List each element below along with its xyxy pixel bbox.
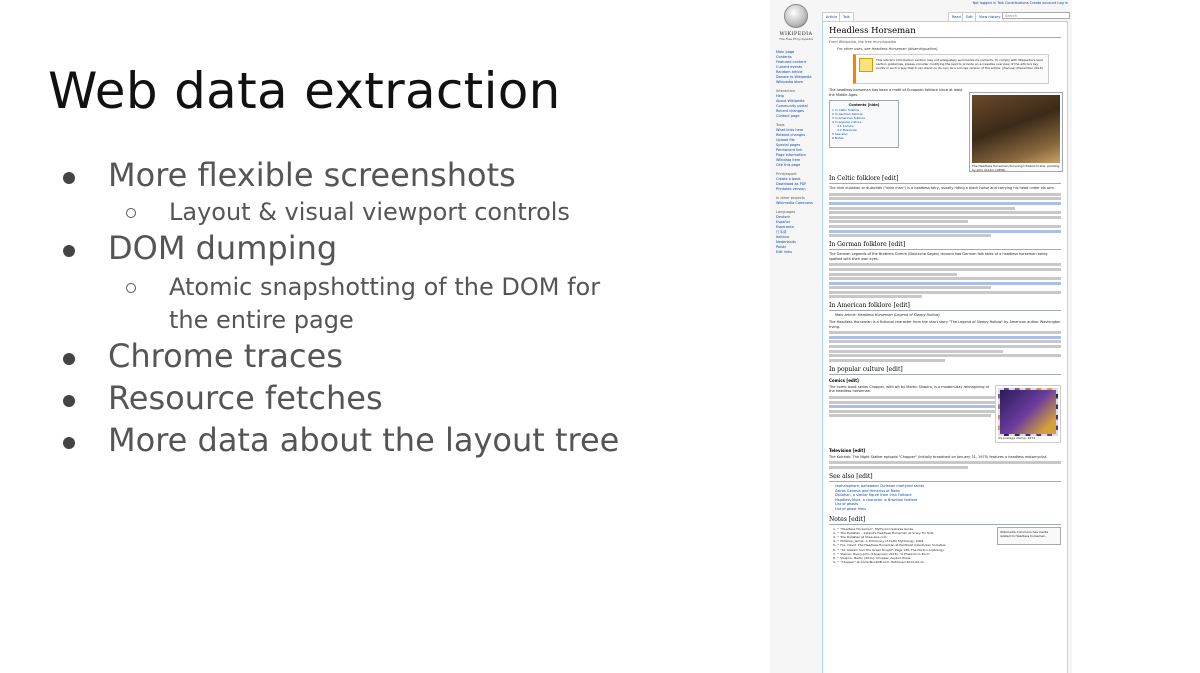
sub-bullet-item-continued: the entire page [169,306,354,334]
toc-item[interactable]: 4.2 Television [837,128,858,133]
sub-bullet-circle [126,208,136,218]
sidebar-link[interactable]: Cite this page [776,163,801,167]
section-heading: In American folklore [edit] [829,302,1061,311]
subsection-heading: Television [edit] [829,447,866,453]
see-also-item[interactable]: Headless Mule, a character in Brazilian folklore [835,497,918,502]
article-content [822,21,1068,673]
sidebar [776,50,820,259]
article-notice-box [853,54,1049,84]
sidebar-link[interactable]: Upload file [776,138,795,142]
note-item: 7. ^ Steiner, Henry-John (16 January 2016). "A Phantom is Born" [833,551,931,556]
personal-links[interactable]: Not logged in Talk Contributions Create account Log in [972,1,1068,5]
toc-item[interactable]: 5 See also [832,132,848,137]
toc-title[interactable]: Contents [hide] [848,103,880,108]
sidebar-link[interactable]: Featured content [776,60,806,64]
see-also-item[interactable]: List of ghost films [835,506,867,511]
sidebar-link[interactable]: Wikipedia store [776,80,804,84]
section-paragraph: The Kolchak: The Night Stalker episode "Chopper" (initially broadcast on January 31, 1975) features a headless motorcyclist. [829,454,1048,459]
infobox [969,92,1063,172]
lead-paragraph: The headless horseman has been a motif of European folklore since at least the Middle Ages. [829,88,963,97]
language-link[interactable]: 日本語 [776,230,787,234]
main-article-note[interactable]: Main article: Headless Horseman (Legend of Sleepy Hollow) [835,313,940,318]
language-link[interactable]: Español [776,220,790,224]
sidebar-link[interactable]: Contents [776,55,792,59]
section-paragraph: The Irish dullahan or dulachán ("dark man") is a headless fairy, usually riding a black horse and carrying his head under his arm. [829,186,1055,191]
note-item: 3. ^ The Dullahan at Shee-eire.com [833,534,887,539]
sidebar-link[interactable]: Wikidata item [776,158,801,162]
sidebar-link[interactable]: Random article [776,70,803,74]
sidebar-link[interactable]: Related changes [776,133,806,137]
note-item: 8. ^ Shapiro, Martin (2011). Chopper. Asylum Press. [833,555,912,560]
bullet-item: Chrome traces [108,337,343,375]
slide-title: Web data extraction [48,62,561,120]
bullet-item: More flexible screenshots [108,156,516,194]
sidebar-link[interactable]: Recent changes [776,109,804,113]
notice-icon [859,58,873,72]
horseman-painting-image[interactable] [972,95,1060,163]
sidebar-heading: Interaction [776,89,795,93]
language-link[interactable]: Italiano [776,235,789,239]
toc-item[interactable]: 3 In American folklore [832,116,865,121]
edit-links[interactable]: Edit links [776,250,792,254]
bullet-dot [63,172,75,184]
article-subtitle: From Wikipedia, the free encyclopedia [829,40,897,44]
bullet-item: More data about the layout tree [108,421,620,459]
sub-bullet-item: Layout & visual viewport controls [169,198,570,226]
sidebar-heading: Languages [776,210,796,214]
sidebar-link[interactable]: Donate to Wikipedia [776,75,812,79]
bullet-dot [63,245,75,257]
tab-article[interactable]: Article [822,12,841,21]
note-item: 9. ^ "Chopper" at ComicBookDB.com. Retrieved 2012-03-11. [833,560,925,565]
see-also-item[interactable]: List of ghosts [835,502,859,507]
tab-view-history[interactable]: View history [975,12,1004,21]
search-input[interactable]: Search [1002,12,1070,19]
bullet-dot [63,437,75,449]
sidebar-link[interactable]: Wikimedia Commons [776,201,813,205]
sidebar-link[interactable]: Special pages [776,143,801,147]
subsection-heading: Comics [edit] [829,377,859,383]
sidebar-heading: Print/export [776,172,797,176]
section-heading: Notes [edit] [829,516,1061,525]
section-heading: In Celtic folklore [edit] [829,175,1061,184]
sidebar-link[interactable]: What links here [776,128,804,132]
notice-text: This article's introduction section may not adequately summarize its contents. To comply with Wikipedia's lead section guidelines, please consider modifying the lead to provide an accessible overview of the article's key points in such a way that it can stand on its own as a concise version of the article. (discuss) (December 2016) [876,58,1043,70]
note-item: 5. ^ Fox, David. The Headless Horseman at Pantheist Caledonian Societies [833,543,946,548]
sidebar-link[interactable]: Contact page [776,114,800,118]
note-item: 4. ^ McKillop, James. A Dictionary of Celtic Mythology, 2004. [833,539,925,544]
wikipedia-screenshot [770,0,1072,673]
language-link[interactable]: Polski [776,245,786,249]
sub-bullet-circle [126,283,136,293]
wikipedia-tagline: The Free Encyclopedia [779,37,813,41]
bullet-dot [63,353,75,365]
tab-read[interactable]: Read [948,12,965,21]
sidebar-link[interactable]: Help [776,94,784,98]
toc-item[interactable]: 4 In popular culture [832,120,862,125]
section-paragraph: The German Legends of the Brothers Grimm (Deutsche Sagen) recount two German folk tales of a headless horseman being spotted with their own eyes. [829,252,1048,261]
stamp-caption: US postage stamp, 1974 [998,435,1036,440]
note-item: 2. ^ The Dullahan – Ireland's Headless Horseman at Scary For Kids [833,530,934,535]
sidebar-heading: In other projects [776,196,805,200]
note-item: 6. ^ "Sir Gawain And The Green Knight", Page 136, The Norton Anthology [833,547,944,552]
wikipedia-globe-icon [784,4,808,28]
sub-bullet-item: Atomic snapshotting of the DOM for [169,273,601,301]
toc-item[interactable]: 2 In German folklore [832,112,863,117]
language-link[interactable]: Esperanto [776,225,794,229]
see-also-item[interactable]: Saints Genesis and Himerius of Bodo [835,488,900,493]
wikipedia-logo[interactable] [774,4,818,41]
commons-box[interactable]: Wikimedia Commons has media related to Headless horsemen. [997,527,1061,545]
hatnote: For other uses, see Headless Horseman (disambiguation). [837,47,939,51]
see-also-item[interactable]: Dullahan, a similar figure from Irish Folklore [835,493,912,498]
sidebar-link[interactable]: Page information [776,153,806,157]
section-paragraph: The Headless Horseman is a fictional character from the short story "The Legend of Sleepy Hollow" by American author Washington Irving. [829,320,1061,329]
sidebar-link[interactable]: Main page [776,50,795,54]
note-item: 1. ^ "Headless Horseman". Mythical Creatures Guide. [833,526,914,531]
see-also-item[interactable]: cephalophore, beheaded Christian martyred saints [835,484,925,488]
tab-edit[interactable]: Edit [962,12,977,21]
sidebar-link[interactable]: About Wikipedia [776,99,805,103]
toc-item[interactable]: 1 In Celtic folklore [832,108,860,113]
bullet-item: Resource fetches [108,379,383,417]
postage-stamp-figure [995,385,1061,443]
sidebar-link[interactable]: Download as PDF [776,182,807,186]
sidebar-link[interactable]: Create a book [776,177,801,181]
table-of-contents [829,100,899,148]
toc-item[interactable]: 6 Notes [832,136,844,141]
language-link[interactable]: Nederlands [776,240,796,244]
sidebar-heading: Tools [776,123,785,127]
see-also-list [835,484,1061,512]
sidebar-link[interactable]: Printable version [776,187,806,191]
postage-stamp-image[interactable] [998,388,1058,436]
sidebar-link[interactable]: Current events [776,65,803,69]
tab-talk[interactable]: Talk [839,12,854,21]
toc-item[interactable]: 4.1 Comics [837,124,854,129]
bullet-dot [63,395,75,407]
section-heading: See also [edit] [829,473,1061,482]
section-heading: In German folklore [edit] [829,241,1061,250]
infobox-caption: The Headless Horseman Pursuing Ichabod Crane, painting by John Quidor (1858). [972,164,1060,172]
section-paragraph: The comic book series Chopper, with art by Martin Shapiro, is a modern-day reimagining of the headless horseman. [829,384,989,394]
bullet-item: DOM dumping [108,229,338,267]
wikipedia-wordmark: WIKIPEDIA [779,31,813,37]
sidebar-link[interactable]: Permanent link [776,148,803,152]
sidebar-link[interactable]: Community portal [776,104,808,108]
article-title: Headless Horseman [829,26,1061,38]
section-heading: In popular culture [edit] [829,366,1061,375]
language-link[interactable]: Deutsch [776,215,791,219]
